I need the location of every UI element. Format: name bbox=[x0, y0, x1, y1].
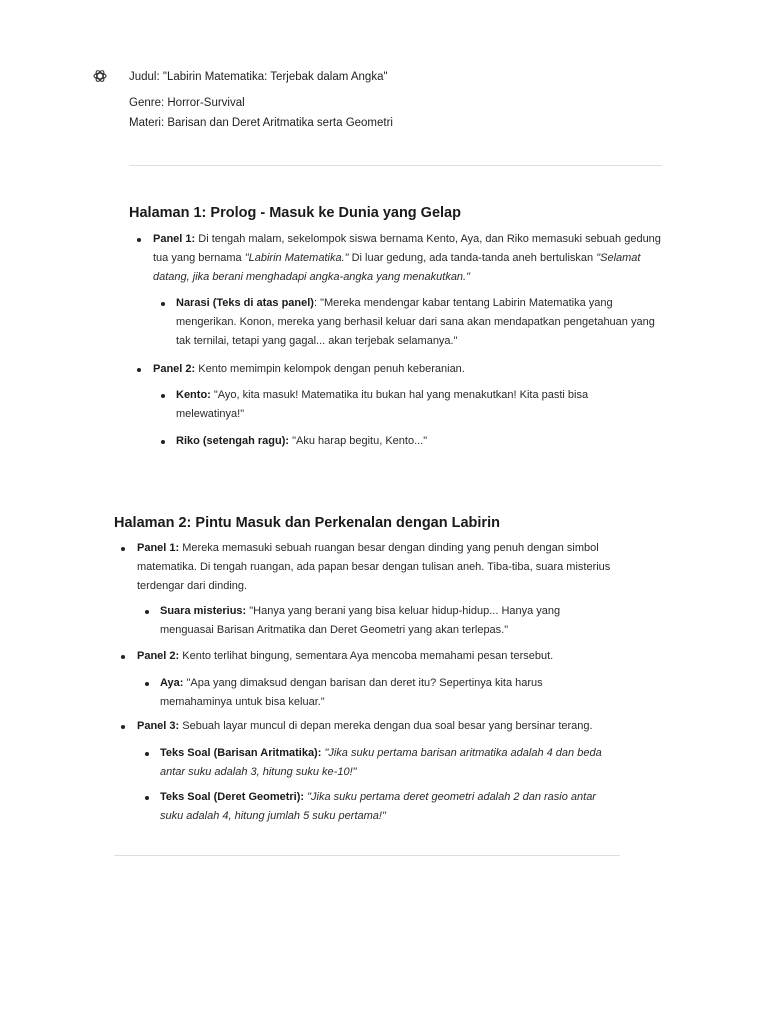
bullet bbox=[161, 440, 165, 444]
soal-label: Teks Soal (Barisan Aritmatika): bbox=[160, 747, 322, 759]
page2-suara bbox=[160, 602, 610, 640]
speaker-label: Aya: bbox=[160, 677, 184, 689]
panel-label: Panel 2: bbox=[137, 650, 180, 662]
soal-text: "Jika suku pertama barisan aritmatika adalah 4 dan beda antar suku adalah 3, hitung suku ke-10!" bbox=[160, 747, 602, 778]
bullet bbox=[121, 547, 125, 551]
page2-soal2 bbox=[160, 788, 610, 826]
page2-soal1 bbox=[160, 744, 610, 782]
panel-label: Panel 2: bbox=[153, 363, 196, 375]
page1-heading: Halaman 1: Prolog - Masuk ke Dunia yang Gelap bbox=[129, 205, 461, 221]
soal-text: "Jika suku pertama deret geometri adalah 2 dan rasio antar suku adalah 4, hitung jumlah 5 suku pertama!" bbox=[160, 791, 596, 822]
bullet bbox=[137, 368, 141, 372]
soal-label: Teks Soal (Deret Geometri): bbox=[160, 791, 305, 803]
bullet bbox=[145, 796, 149, 800]
title-value: "Labirin Matematika: Terjebak dalam Angka" bbox=[162, 71, 388, 83]
openai-logo-icon bbox=[92, 68, 108, 84]
bullet bbox=[145, 682, 149, 686]
page1-narasi bbox=[176, 294, 665, 351]
page2-panel2 bbox=[137, 647, 627, 666]
bullet bbox=[137, 238, 141, 242]
panel-label: Panel 3: bbox=[137, 720, 180, 732]
speaker-text: "Apa yang dimaksud dengan barisan dan deret itu? Sepertinya kita harus memahaminya untuk bisa keluar." bbox=[160, 677, 543, 708]
title-label: Judul: bbox=[129, 71, 160, 83]
page2-aya bbox=[160, 674, 560, 712]
speaker-text: "Ayo, kita masuk! Matematika itu bukan hal yang menakutkan! Kita pasti bisa melewatinya!" bbox=[176, 389, 589, 420]
speaker-label: Kento: bbox=[176, 389, 211, 401]
panel-text: Di luar gedung, ada tanda-tanda aneh bertuliskan bbox=[348, 252, 597, 264]
materi-line bbox=[129, 115, 393, 131]
genre-value: Horror-Survival bbox=[167, 97, 245, 109]
title-line bbox=[129, 69, 388, 85]
page1-kento bbox=[176, 386, 646, 424]
genre-label: Genre: bbox=[129, 97, 165, 109]
bullet bbox=[161, 394, 165, 398]
materi-value: Barisan dan Deret Aritmatika serta Geometri bbox=[167, 117, 393, 129]
panel-text-italic: "Labirin Matematika." bbox=[244, 252, 349, 264]
panel-text: Kento memimpin kelompok dengan penuh keberanian. bbox=[195, 363, 465, 375]
speaker-text: "Hanya yang berani yang bisa keluar hidup-hidup... Hanya yang menguasai Barisan Aritmatika dan Deret Geometri yang akan terlepas." bbox=[160, 605, 561, 636]
page1-riko bbox=[176, 432, 665, 451]
header-divider bbox=[129, 165, 662, 166]
page2-panel3 bbox=[137, 717, 627, 736]
panel-text: Sebuah layar muncul di depan mereka dengan dua soal besar yang bersinar terang. bbox=[179, 720, 593, 732]
panel-text: Di tengah malam, sekelompok siswa bernama Kento, Aya, dan Riko memasuki sebuah gedung tua yang bernama bbox=[153, 233, 661, 264]
speaker-label: Riko (setengah ragu): bbox=[176, 435, 290, 447]
bullet bbox=[161, 302, 165, 306]
page2-heading: Halaman 2: Pintu Masuk dan Perkenalan dengan Labirin bbox=[114, 515, 500, 531]
materi-label: Materi: bbox=[129, 117, 165, 129]
speaker-label: Suara misterius: bbox=[160, 605, 247, 617]
bullet bbox=[145, 610, 149, 614]
panel-label: Panel 1: bbox=[137, 542, 180, 554]
panel-text-italic: "Selamat datang, jika berani menghadapi angka-angka yang menakutkan." bbox=[153, 252, 641, 283]
bullet bbox=[145, 752, 149, 756]
narasi-label: Narasi (Teks di atas panel) bbox=[176, 297, 314, 309]
narasi-text: : "Mereka mendengar kabar tentang Labirin Matematika yang mengerikan. Konon, mereka yang berhasil keluar dari sana akan mendapatkan pengetahuan yang tak ternilai, tetapi yang gagal... akan terjebak selamanya." bbox=[176, 297, 655, 347]
panel-text: Kento terlihat bingung, sementara Aya mencoba memahami pesan tersebut. bbox=[179, 650, 554, 662]
panel-label: Panel 1: bbox=[153, 233, 196, 245]
bullet bbox=[121, 725, 125, 729]
page1-panel1 bbox=[153, 230, 665, 287]
genre-line bbox=[129, 95, 245, 111]
bullet bbox=[121, 655, 125, 659]
panel-text: Mereka memasuki sebuah ruangan besar dengan dinding yang penuh dengan simbol matematika. Di tengah ruangan, ada papan besar dengan tulisan aneh. Tiba-tiba, suara misterius terdengar dari dinding. bbox=[137, 542, 611, 592]
footer-divider bbox=[114, 855, 620, 856]
page2-panel1 bbox=[137, 539, 627, 596]
speaker-text: "Aku harap begitu, Kento..." bbox=[289, 435, 428, 447]
page1-panel2 bbox=[153, 360, 665, 379]
